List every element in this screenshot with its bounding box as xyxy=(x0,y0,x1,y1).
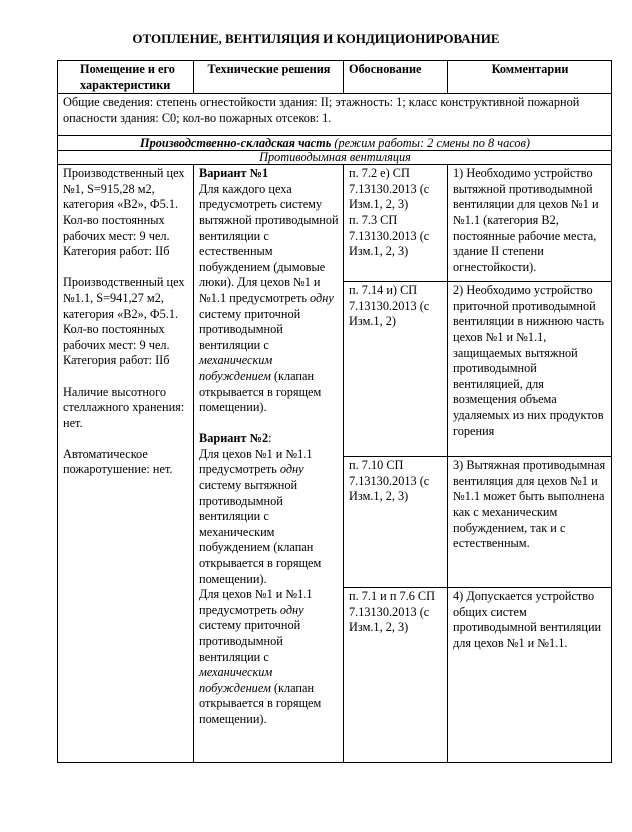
justification-cell: п. 7.1 и п 7.6 СП 7.13130.2013 (с Изм.1, 2, 3) xyxy=(344,588,448,763)
header-solutions: Технические решения xyxy=(194,61,344,94)
variant-1-text-a: Для каждого цеха предусмотреть систему вытяжной противодымной вентиляции с естественным побуждением (дымовые люки). Для цехов №1 и №1.1 предусмотреть xyxy=(199,181,339,305)
variant-1-emphasis-mechanical: механическим побуждением xyxy=(199,353,273,383)
variant-2-colon: : xyxy=(268,431,272,446)
section-title xyxy=(58,136,612,151)
variant-2-text-1 xyxy=(199,447,339,587)
justification-cell xyxy=(344,165,448,282)
section-row xyxy=(58,136,612,151)
comment-cell: 4) Допускается устройство общих систем противодымной вентиляции для цехов №1 и №1.1. xyxy=(448,588,612,763)
comment-cell: 1) Необходимо устройство вытяжной противодымной вентиляции для цехов №1 и №1.1 (категория В2, постоянные рабочие места, здание II степени огнестойкости). xyxy=(448,165,612,282)
section-title-rest: (режим работы: 2 смены по 8 часов) xyxy=(331,136,530,151)
premises-cell xyxy=(58,165,194,763)
justification-cell: п. 7.10 СП 7.13130.2013 (с Изм.1, 2, 3) xyxy=(344,457,448,588)
general-info-row xyxy=(58,94,612,136)
header-premises: Помещение и его характеристики xyxy=(58,61,194,94)
premises-fire-suppression: Автоматическое пожаротушение: нет. xyxy=(63,446,173,477)
variant-1-text-b: систему приточной противодымной вентиляции с xyxy=(199,306,301,352)
variant-1-emphasis-one: одну xyxy=(310,290,334,305)
variant-2-title xyxy=(199,431,339,447)
general-info: Общие сведения: степень огнестойкости здания: II; этажность: 1; класс конструктивной пожарной опасности здания: С0; кол-во пожарных отсеков: 1. xyxy=(58,94,612,136)
comment-cell: 3) Вытяжная противодымная вентиляция для цехов №1 и №1.1 может быть выполнена как с механическим побуждением, так и с естественным. xyxy=(448,457,612,588)
header-justification: Обоснование xyxy=(344,61,448,94)
header-comments: Комментарии xyxy=(448,61,612,94)
justification-text-2: п. 7.3 СП 7.13130.2013 (с Изм.1, 2, 3) xyxy=(349,212,430,259)
variant-1-text-c: (клапан открывается в горящем помещении). xyxy=(199,368,322,415)
variant-2-text-e: (клапан открывается в горящем помещении). xyxy=(199,680,322,726)
variant-2-text-c: Для цехов №1 и №1.1 предусмотреть xyxy=(199,587,313,617)
variant-2-emphasis-one: одну xyxy=(279,462,304,477)
section-title-bold: Производственно-складская часть xyxy=(140,136,332,151)
variant-2-text-2 xyxy=(199,587,339,727)
variant-1-text xyxy=(199,182,339,416)
justification-text: п. 7.2 е) СП 7.13130.2013 (с Изм.1, 2, 3) xyxy=(349,166,430,212)
premises-rack-storage: Наличие высотного стеллажного хранения: нет. xyxy=(63,384,185,430)
table-header-row xyxy=(58,61,612,94)
variant-2-text-a: Для цехов №1 и №1.1 предусмотреть xyxy=(199,446,313,477)
comment-cell: 2) Необходимо устройство приточной противодымной вентиляции в нижнюю часть цехов №1 и №1.1, защищаемых вытяжной противодымной вентиляцией, для возмещения объема удаляемых из них продуктов горения xyxy=(448,282,612,457)
justification-cell: п. 7.14 и) СП 7.13130.2013 (с Изм.1, 2) xyxy=(344,282,448,457)
solutions-cell xyxy=(194,165,344,763)
variant-2-emphasis-one-2: одну xyxy=(279,602,304,617)
variant-2-emphasis-mechanical: механическим побуждением xyxy=(199,665,273,695)
table-row xyxy=(58,165,612,282)
variant-2-title-text: Вариант №2 xyxy=(199,431,269,446)
subsection-title: Противодымная вентиляция xyxy=(58,151,612,165)
variant-2-text-b: систему вытяжной противодымной вентиляции с механическим побуждением (клапан открывается в горящем помещении). xyxy=(199,478,322,586)
premises-workshop-1-1: Производственный цех №1.1, S=941,27 м2, категория «В2», Ф5.1. Кол-во постоянных рабочих мест: 9 чел. Категория работ: IIб xyxy=(63,275,185,368)
ventilation-table xyxy=(57,60,612,763)
subsection-row xyxy=(58,151,612,165)
variant-1-title: Вариант №1 xyxy=(199,166,269,181)
document-title: ОТОПЛЕНИЕ, ВЕНТИЛЯЦИЯ И КОНДИЦИОНИРОВАНИЕ xyxy=(132,31,500,46)
premises-workshop-1: Производственный цех №1, S=915,28 м2, категория «В2», Ф5.1. Кол-во постоянных рабочих мест: 9 чел. Категория работ: IIб xyxy=(63,166,185,259)
variant-2-text-d: систему приточной противодымной вентиляции с xyxy=(199,618,301,664)
